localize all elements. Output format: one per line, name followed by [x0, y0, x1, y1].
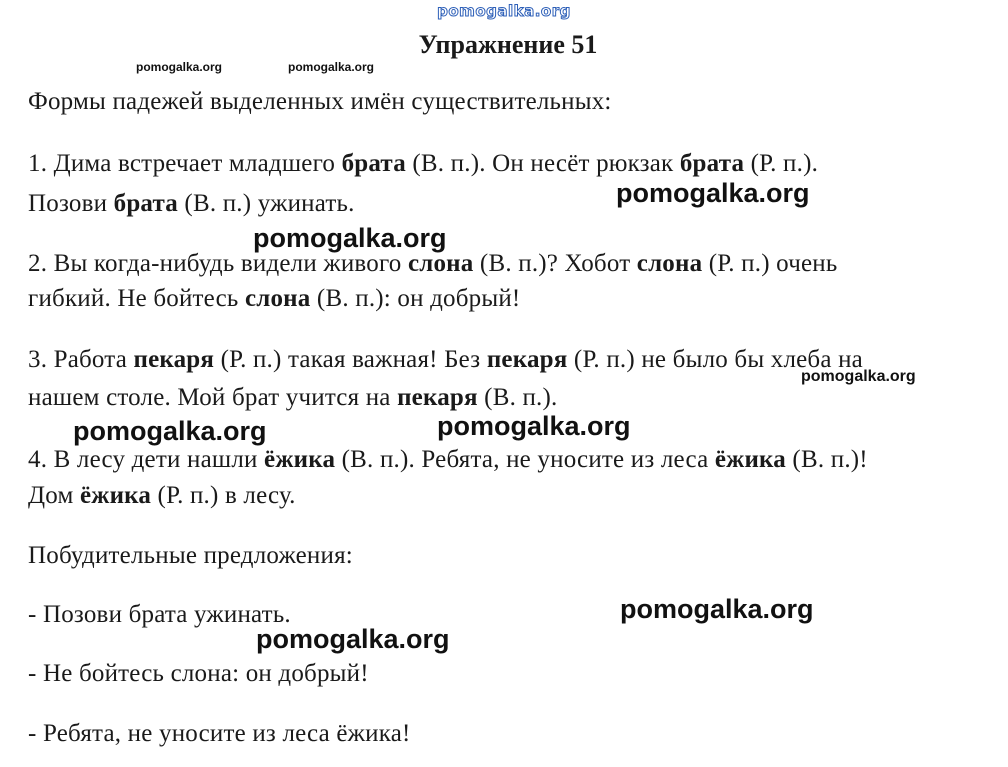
text-segment: 2. Вы когда-нибудь видели живого — [28, 250, 408, 277]
item-3-line-1 — [28, 346, 863, 374]
highlighted-noun: ёжика — [714, 446, 786, 473]
watermark-medium-1: pomogalka.org — [801, 368, 916, 385]
item-4-line-1 — [28, 446, 868, 474]
watermark-large-3: pomogalka.org — [73, 416, 267, 446]
highlighted-noun: пекаря — [486, 346, 568, 373]
highlighted-noun: пекаря — [397, 384, 478, 411]
text-segment: (В. п.) ужинать. — [177, 190, 355, 217]
text-segment: (В. п.). Ребята, не уносите из леса — [335, 446, 715, 473]
text-segment: 1. Дима встречает младшего — [28, 150, 342, 177]
highlighted-noun: слона — [407, 250, 474, 277]
text-segment: 3. Работа — [28, 346, 134, 373]
imperative-2: - Не бойтесь слона: он добрый! — [28, 660, 369, 687]
item-4-line-2 — [28, 482, 296, 510]
text-segment: 4. В лесу дети нашли — [28, 446, 265, 473]
page-title: Упражнение 51 — [418, 30, 598, 59]
item-1-line-2 — [28, 190, 355, 218]
text-segment: Позови — [28, 190, 114, 217]
text-segment: (Р. п.) такая важная! Без — [214, 346, 487, 373]
item-2-line-2 — [28, 285, 520, 313]
text-segment: (В. п.). Он несёт рюкзак — [405, 150, 680, 177]
imperative-heading: Побудительные предложения: — [28, 542, 353, 569]
text-segment: (В. п.)! — [785, 446, 868, 473]
watermark-large-1: pomogalka.org — [616, 178, 810, 208]
text-segment: (Р. п.) в лесу. — [151, 482, 296, 509]
highlighted-noun: слона — [244, 285, 311, 312]
highlighted-noun: брата — [341, 150, 406, 177]
highlighted-noun: пекаря — [133, 346, 215, 373]
text-segment: (Р. п.) очень — [702, 250, 838, 277]
item-3-line-2 — [28, 384, 557, 412]
highlighted-noun: брата — [113, 190, 178, 217]
imperative-1: - Позови брата ужинать. — [28, 601, 291, 628]
watermark-top: pomogalka.org — [437, 2, 571, 20]
watermark-large-2: pomogalka.org — [253, 223, 447, 253]
item-1-line-1 — [28, 150, 818, 178]
imperative-3: - Ребята, не уносите из леса ёжика! — [28, 720, 411, 747]
text-segment: Дом — [28, 482, 80, 509]
text-segment: нашем столе. Мой брат учится на — [28, 384, 398, 411]
item-2-line-1 — [28, 250, 837, 278]
text-segment: (Р. п.) не было бы хлеба на — [567, 346, 863, 373]
watermark-large-4: pomogalka.org — [437, 411, 631, 441]
watermark-small-2: pomogalka.org — [288, 60, 375, 74]
intro-text: Формы падежей выделенных имён существительных: — [28, 88, 612, 115]
text-segment: (В. п.): он добрый! — [310, 285, 521, 312]
text-segment: (В. п.). — [477, 384, 558, 411]
watermark-large-5: pomogalka.org — [620, 594, 814, 624]
highlighted-noun: брата — [679, 150, 745, 177]
text-segment: гибкий. Не бойтесь — [28, 285, 245, 312]
watermark-small-1: pomogalka.org — [136, 60, 223, 74]
highlighted-noun: ёжика — [264, 446, 336, 473]
watermark-large-6: pomogalka.org — [256, 624, 450, 654]
text-segment: (В. п.)? Хобот — [473, 250, 637, 277]
text-segment: (Р. п.). — [744, 150, 819, 177]
highlighted-noun: слона — [636, 250, 703, 277]
highlighted-noun: ёжика — [79, 482, 152, 509]
